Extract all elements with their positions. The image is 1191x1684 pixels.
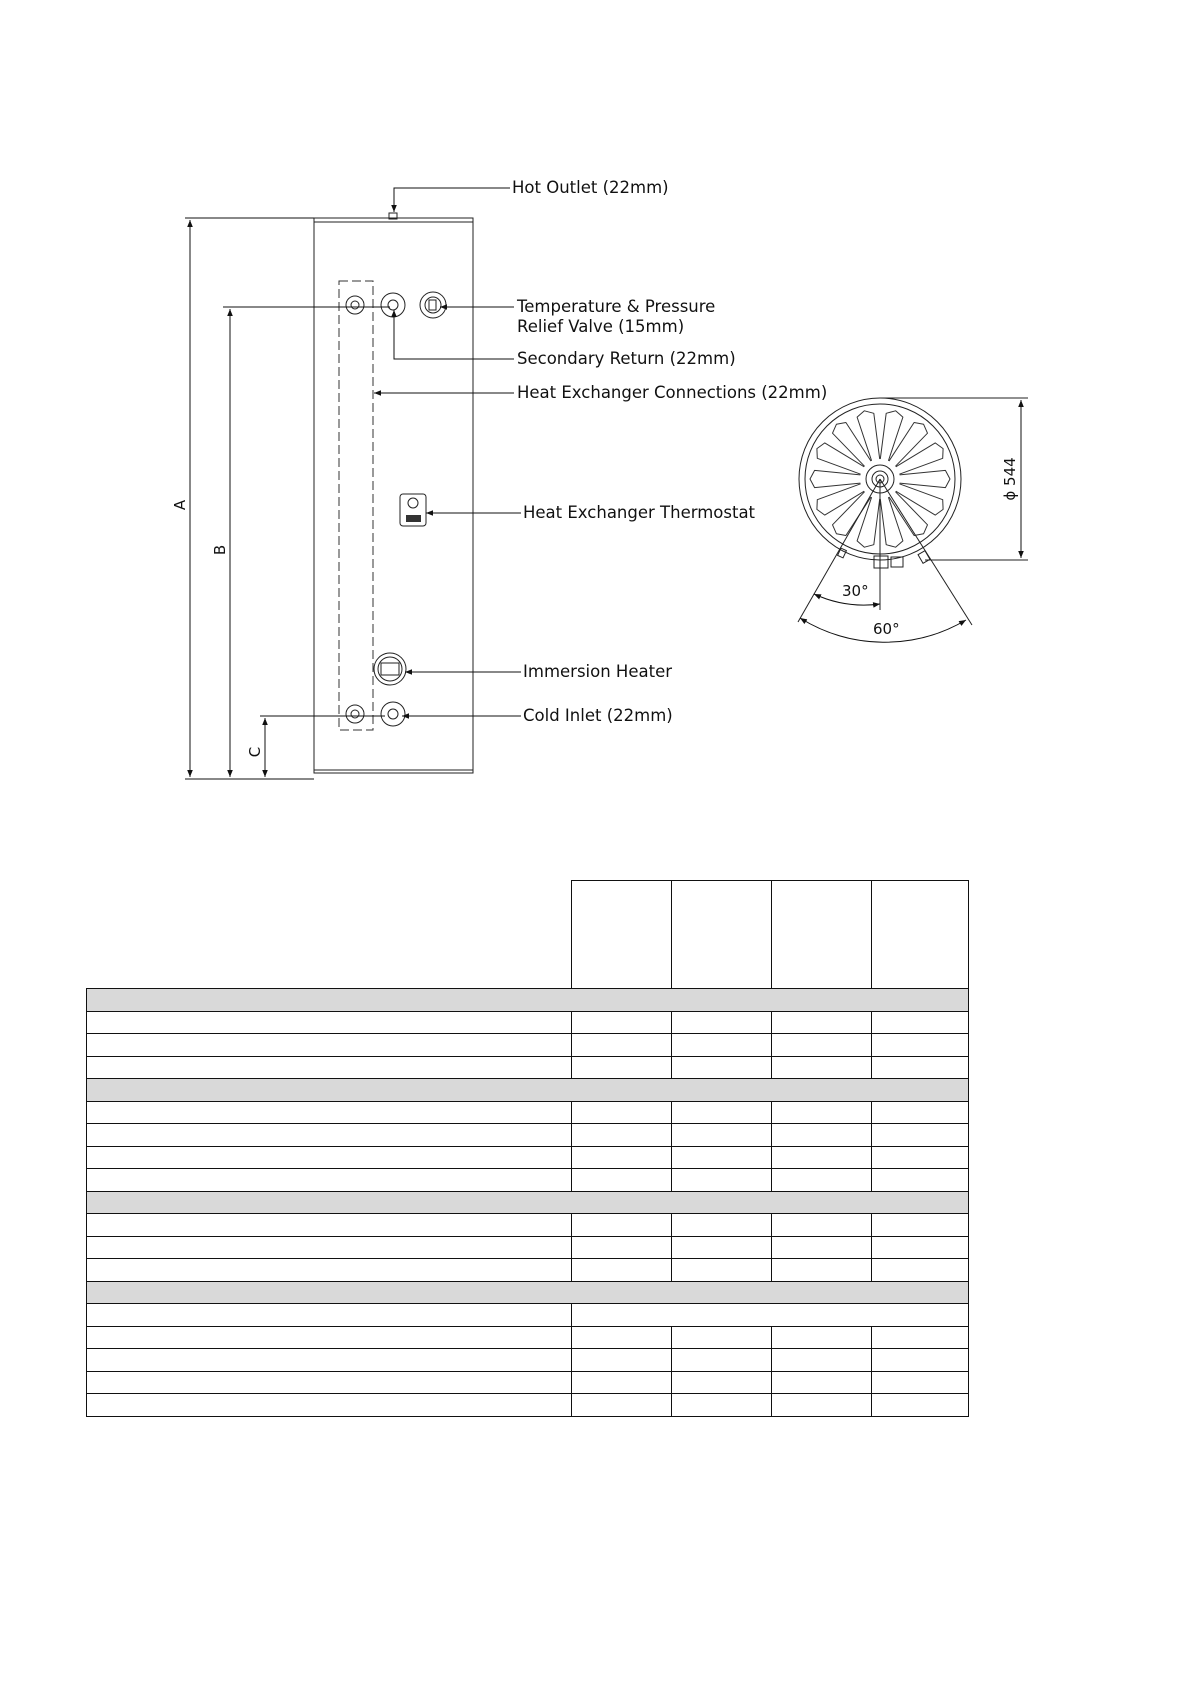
callout-heat-exchanger-thermostat: Heat Exchanger Thermostat [523,503,756,522]
heat-exchanger-flow-connection [346,296,364,314]
section-header-row [87,1191,969,1214]
tp-relief-valve [420,292,446,318]
model-header-4 [872,881,969,989]
table-row [87,1169,969,1192]
table-row [87,1349,969,1372]
plan-rib [900,470,950,487]
section-header-row [87,1281,969,1304]
immersion-heater-boss [374,653,406,685]
table-row [87,1259,969,1282]
model-header-1 [572,881,672,989]
diameter-label: ϕ 544 [1001,457,1019,501]
dimension-a-label: A [171,499,189,511]
dimension-b-label: B [211,544,229,556]
table-row-merged [87,1304,969,1327]
heat-exchanger-return-connection [346,705,364,723]
callout-tp-relief-line2: Relief Valve (15mm) [517,317,685,336]
angle-60-label: 60° [873,620,900,638]
secondary-return-connection [381,293,405,317]
table-header-row [87,881,969,989]
plan-rib [880,411,903,461]
plan-rib [810,470,860,487]
callout-heat-exchanger-connections: Heat Exchanger Connections (22mm) [517,383,828,402]
section-header-row [87,989,969,1012]
cold-inlet-connection [381,702,405,726]
angle-30-label: 30° [842,582,869,600]
table-row [87,1011,969,1034]
callout-hot-outlet: Hot Outlet (22mm) [512,178,669,197]
specification-table [86,880,969,1417]
table-row [87,1394,969,1417]
heat-exchanger-coil-outline [339,281,373,730]
cylinder-body [314,218,473,773]
callout-tp-relief-line1: Temperature & Pressure [517,297,716,316]
table-row [87,1371,969,1394]
callout-cold-inlet: Cold Inlet (22mm) [523,706,673,725]
thermostat-housing [400,494,426,526]
table-row [87,1214,969,1237]
callout-secondary-return: Secondary Return (22mm) [517,349,736,368]
section-header-row [87,1079,969,1102]
dimension-c-label: C [246,746,264,758]
dimension-lines [185,218,390,779]
table-row [87,1101,969,1124]
plan-rib [857,497,880,547]
plan-rib [880,497,903,547]
table-row [87,1146,969,1169]
table-row [87,1124,969,1147]
model-header-2 [672,881,772,989]
table-row [87,1056,969,1079]
table-row [87,1326,969,1349]
plan-boss-thermostat [874,556,888,568]
model-header-3 [772,881,872,989]
callout-immersion-heater: Immersion Heater [523,662,672,681]
cylinder-plan-view [798,398,1028,642]
table-row [87,1034,969,1057]
cylinder-front-view [314,213,473,773]
leader-lines [374,188,521,716]
header-blank-cell [87,881,572,989]
plan-rib [857,411,880,461]
table-row [87,1236,969,1259]
